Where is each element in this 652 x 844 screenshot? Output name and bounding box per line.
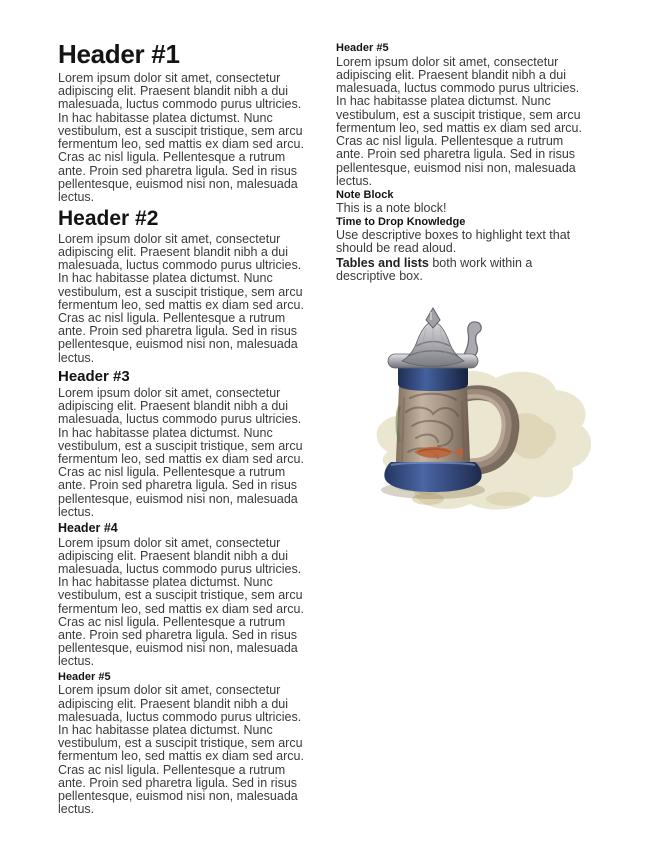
paragraph-h5-left: Lorem ipsum dolor sit amet, consectetur adipiscing elit. Praesent blandit nibh a dui malesuada, luctus commodo purus ultricies. In hac habitasse platea dictumst. Nunc vestibulum, est a suscipit tristique, sem arcu fermentum leo, sed mattis ex diam sed arcu. Cras ac nisl ligula. Pellentesque a rutrum ante. Proin sed pharetra ligula. Sed in risus pellentesque, euismod nisi non, malesuada lectus. (58, 683, 304, 817)
paragraph-h3: Lorem ipsum dolor sit amet, consectetur adipiscing elit. Praesent blandit nibh a dui malesuada, luctus commodo purus ultricies. In hac habitasse platea dictumst. Nunc vestibulum, est a suscipit tristique, sem arcu fermentum leo, sed mattis ex diam sed arcu. Cras ac nisl ligula. Pellentesque a rutrum ante. Proin sed pharetra ligula. Sed in risus pellentesque, euismod nisi non, malesuada lectus. (58, 386, 304, 519)
heading-h2: Header #2 (58, 207, 159, 231)
paragraph-h4: Lorem ipsum dolor sit amet, consectetur adipiscing elit. Praesent blandit nibh a dui malesuada, luctus commodo purus ultricies. In hac habitasse platea dictumst. Nunc vestibulum, est a suscipit tristique, sem arcu fermentum leo, sed mattis ex diam sed arcu. Cras ac nisl ligula. Pellentesque a rutrum ante. Proin sed pharetra ligula. Sed in risus pellentesque, euismod nisi non, malesuada lectus. (58, 535, 304, 669)
paragraph-h1: Lorem ipsum dolor sit amet, consectetur adipiscing elit. Praesent blandit nibh a dui malesuada, luctus commodo purus ultricies. In hac habitasse platea dictumst. Nunc vestibulum, est a suscipit tristique, sem arcu fermentum leo, sed mattis ex diam sed arcu. Cras ac nisl ligula. Pellentesque a rutrum ante. Proin sed pharetra ligula. Sed in risus pellentesque, euismod nisi non, malesuada lectus. (58, 71, 304, 204)
note-block-heading: Note Block (336, 188, 394, 201)
note-block-text: This is a note block! (336, 200, 447, 215)
tables-lists-rest: both work within a descriptive box. (336, 256, 533, 284)
heading-h3: Header #3 (58, 367, 130, 385)
two-column-layout (58, 40, 652, 818)
knowledge-heading: Time to Drop Knowledge (336, 215, 466, 228)
tables-lists-text (336, 257, 590, 283)
stein-blue-band (398, 368, 468, 391)
tables-lists-bold: Tables and lists (336, 256, 429, 271)
left-column (58, 40, 312, 818)
beer-stein-illustration (358, 302, 601, 514)
paragraph-h5-right: Lorem ipsum dolor sit amet, consectetur adipiscing elit. Praesent blandit nibh a dui malesuada, luctus commodo purus ultricies. In hac habitasse platea dictumst. Nunc vestibulum, est a suscipit tristique, sem arcu fermentum leo, sed mattis ex diam sed arcu. Cras ac nisl ligula. Pellentesque a rutrum ante. Proin sed pharetra ligula. Sed in risus pellentesque, euismod nisi non, malesuada lectus. (336, 54, 582, 188)
heading-h5-left: Header #5 (58, 670, 111, 683)
paragraph-h2: Lorem ipsum dolor sit amet, consectetur adipiscing elit. Praesent blandit nibh a dui malesuada, luctus commodo purus ultricies. In hac habitasse platea dictumst. Nunc vestibulum, est a suscipit tristique, sem arcu fermentum leo, sed mattis ex diam sed arcu. Cras ac nisl ligula. Pellentesque a rutrum ante. Proin sed pharetra ligula. Sed in risus pellentesque, euismod nisi non, malesuada lectus. (58, 231, 304, 365)
beer-stein-figure (358, 302, 601, 514)
heading-h1: Header #1 (58, 39, 180, 69)
heading-h4: Header #4 (58, 521, 118, 536)
stein-thumb-lever (462, 322, 481, 359)
knowledge-text: Use descriptive boxes to highlight text that should be read aloud. (336, 227, 571, 256)
right-column (336, 40, 590, 818)
heading-h5-right: Header #5 (336, 42, 389, 54)
stein-base (384, 462, 481, 492)
